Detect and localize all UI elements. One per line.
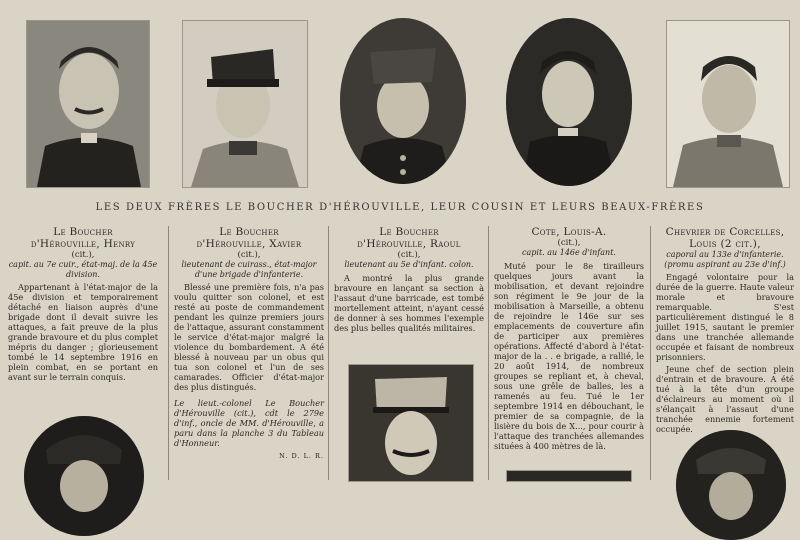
person-rank: lieutenant au 5e d'infant. colon. (344, 260, 474, 269)
person-name-2: d'Hérouville, Raoul (357, 238, 461, 250)
person-name-2: Louis (2 cit.), (689, 238, 761, 250)
person-name: Le Boucher (219, 226, 279, 238)
editor-signature: N. D. L. R. (279, 452, 324, 460)
editor-note: Le lieut.-colonel Le Boucher d'Hérouville (cit.), cdt le 279e d'inf., oncle de MM. d'Hérouville, a paru dans la planche 3 du Tableau d'Honneur. (174, 398, 324, 448)
person-name: Chevrier de Corcelles, (665, 226, 785, 238)
bio-paragraph: Engagé volontaire pour la durée de la guerre. Haute valeur morale et bravoure remarquable. S'est particulièrement distingué le 8 juillet 1915, sautant le premier dans une tranchée allemande occupée et faisant de nombreux prisonniers. (656, 272, 794, 362)
portrait-bottom-left (24, 416, 144, 536)
person-name: Le Boucher (53, 226, 113, 238)
bio-paragraph: Blessé une première fois, n'a pas voulu quitter son colonel, et est resté au poste de commandement pendant les quinze premiers jours de l'attaque, assurant constamment le service d'état-major malgré la violence du bombardement. A été blessé à nouveau par un obus qui tua son colonel et l'un de ses camarades. Officier d'état-major des plus distingués. (174, 282, 324, 392)
citation-count: (cit.), (237, 250, 261, 260)
citation-count: (cit.), (557, 238, 581, 248)
person-rank: capit. au 7e cuir., état-maj. de la 45e division. (8, 260, 158, 279)
person-name: Cote, Louis-A. (531, 226, 607, 238)
person-name-2: d'Hérouville, Xavier (196, 238, 302, 250)
bio-paragraph: Muté pour le 8e tirailleurs quelques jours avant la mobilisation, et devant rejoindre son régiment le 9e jour de la mobilisation à Marseille, a obtenu de rejoindre le 146e sur ses emplacements de couverture afin de participer aux premières opérations. Affecté d'abord à l'état-major de la . . e brigade, a rallié, le 20 août 1914, de nombreux groupes se repliant et, à cheval, sous une grêle de balles, les a ramenés au feu. Tué le 1er septembre 1914 en débouchant, le premier de sa compagnie, de la lisière du bois de X..., pour courir à l'attaque des tranchées allemandes situées à 400 mètres de là. (494, 260, 644, 451)
bio-paragraph: A montré la plus grande bravoure en lançant sa section à l'assaut d'une barricade, est tombé mortellement atteint, n'ayant cessé de donner à ses hommes l'exemple des plus belles qualités militaires. (334, 272, 484, 333)
portrait-bottom-center (348, 364, 474, 482)
bio-xavier (174, 226, 324, 461)
person-name: Le Boucher (379, 226, 439, 238)
portrait-henry (26, 20, 150, 188)
person-rank: lieutenant de cuirass., état-major d'une brigade d'infanterie. (181, 260, 317, 279)
portrait-cote (506, 18, 632, 186)
column-rule (650, 226, 651, 480)
portrait-bottom-right (676, 430, 786, 540)
bio-cote (494, 226, 644, 453)
column-rule (488, 226, 489, 480)
portrait-raoul (340, 18, 466, 184)
bio-chevrier (656, 226, 794, 436)
photo-caption: LES DEUX FRÈRES LE BOUCHER D'HÉROUVILLE, LEUR COUSIN ET LEURS BEAUX-FRÈRES (95, 202, 705, 213)
person-name-2: d'Hérouville, Henry (30, 238, 136, 250)
citation-count: (cit.), (397, 250, 421, 260)
column-rule (328, 226, 329, 480)
person-rank: capit. au 146e d'infant. (522, 248, 616, 257)
portrait-chevrier (666, 20, 790, 188)
bio-henry (8, 226, 158, 384)
portrait-xavier (182, 20, 308, 188)
bio-raoul (334, 226, 484, 335)
bio-paragraph: Jeune chef de section plein d'entrain et de bravoure. A été tué à la tête d'un groupe d'éclaireurs au moment où il s'élançait à l'assaut d'une tranchée ennemie fortement occupée. (656, 364, 794, 434)
column-rule (168, 226, 169, 480)
person-rank: caporal au 133e d'infanterie. (promu aspirant au 23e d'inf.) (664, 250, 786, 269)
portrait-bottom-right-strip (506, 470, 632, 482)
bio-paragraph: Appartenant à l'état-major de la 45e division et temporairement détaché en liaison auprès d'une brigade dont il devait suivre les attaques, a fait preuve de la plus grande bravoure et du plus complet mépris du danger ; glorieusement tombé le 14 septembre 1916 en plein combat, en se portant en avant sur le terrain conquis. (8, 282, 158, 382)
citation-count: (cit.), (71, 250, 95, 260)
